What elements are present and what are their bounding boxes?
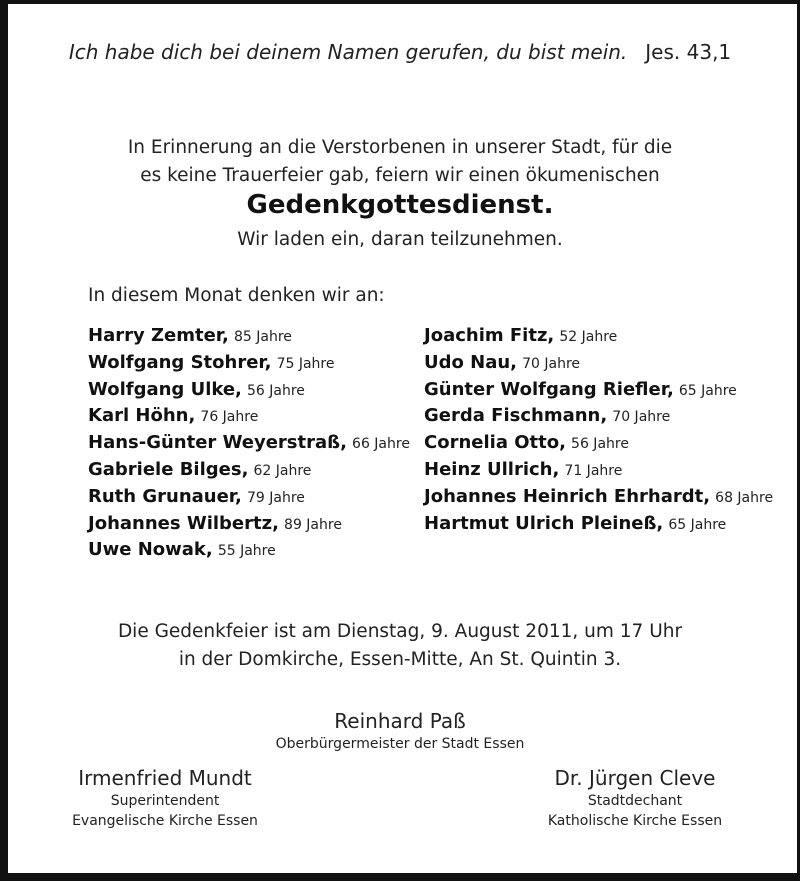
list-item <box>424 377 773 404</box>
list-item <box>88 350 410 377</box>
deceased-name: Udo Nau, <box>424 351 517 373</box>
list-item <box>424 403 773 430</box>
list-item <box>424 323 773 350</box>
headline: Gedenkgottesdienst. <box>246 190 554 220</box>
deceased-name: Karl Höhn, <box>88 405 196 427</box>
deceased-age: 62 Jahre <box>253 462 312 479</box>
deceased-name: Hartmut Ulrich Pleineß, <box>424 512 664 534</box>
deceased-name: Wolfgang Stohrer, <box>88 351 272 373</box>
deceased-list-left <box>88 323 410 564</box>
invitation-text: Wir laden ein, daran teilzunehmen. <box>237 229 563 250</box>
list-item <box>88 377 410 404</box>
deceased-age: 65 Jahre <box>678 382 737 399</box>
event-details <box>0 618 800 674</box>
list-item <box>424 484 773 511</box>
list-item <box>424 511 773 538</box>
deceased-name: Gabriele Bilges, <box>88 458 249 480</box>
intro-line-1: In Erinnerung an die Verstorbenen in unserer Stadt, für die <box>127 137 673 158</box>
list-item <box>88 511 410 538</box>
list-item <box>88 537 410 564</box>
signatory-mayor <box>200 708 600 754</box>
quote-text: Ich habe dich bei deinem Namen gerufen, du bist mein. <box>68 40 628 64</box>
deceased-list-right <box>424 323 773 537</box>
signatory-name: Dr. Jürgen Cleve <box>554 766 716 790</box>
month-intro: In diesem Monat denken wir an: <box>88 285 385 306</box>
intro-line-2: es keine Trauerfeier gab, feiern wir einen ökumenischen <box>140 165 660 186</box>
deceased-name: Uwe Nowak, <box>88 539 213 561</box>
quote-reference: Jes. 43,1 <box>645 40 732 64</box>
deceased-age: 56 Jahre <box>247 382 305 399</box>
deceased-name: Gerda Fischmann, <box>424 405 608 427</box>
intro-paragraph <box>0 134 800 190</box>
signatory-dean <box>510 765 760 831</box>
deceased-age: 52 Jahre <box>559 329 618 345</box>
signatory-title: Oberbürgermeister der Stadt Essen <box>275 736 525 752</box>
list-item <box>88 403 410 430</box>
deceased-name: Joachim Fitz, <box>424 325 555 346</box>
list-item <box>88 457 410 484</box>
event-line-2: in der Domkirche, Essen-Mitte, An St. Quintin 3. <box>178 649 622 670</box>
deceased-age: 76 Jahre <box>200 409 259 426</box>
signatory-title: Stadtdechant <box>587 793 683 809</box>
deceased-age: 65 Jahre <box>668 516 727 533</box>
deceased-name: Ruth Grunauer, <box>88 485 242 507</box>
deceased-age: 70 Jahre <box>612 409 671 426</box>
event-line-1: Die Gedenkfeier ist am Dienstag, 9. August 2011, um 17 Uhr <box>117 621 683 642</box>
deceased-name: Cornelia Otto, <box>424 432 566 454</box>
signatory-organization: Katholische Kirche Essen <box>547 813 723 829</box>
deceased-name: Johannes Heinrich Ehrhardt, <box>424 485 711 507</box>
signatory-name: Reinhard Paß <box>334 709 466 733</box>
signatory-title: Superintendent <box>110 793 220 809</box>
deceased-age: 70 Jahre <box>522 355 581 372</box>
signatory-name: Irmenfried Mundt <box>78 766 252 790</box>
deceased-age: 55 Jahre <box>217 543 276 560</box>
deceased-name: Wolfgang Ulke, <box>88 378 242 400</box>
deceased-name: Harry Zemter, <box>88 325 229 346</box>
deceased-age: 56 Jahre <box>571 436 629 453</box>
list-item <box>88 484 410 511</box>
deceased-age: 75 Jahre <box>276 355 335 372</box>
deceased-name: Johannes Wilbertz, <box>88 512 279 534</box>
deceased-age: 68 Jahre <box>715 489 774 506</box>
signatory-superintendent <box>40 765 290 831</box>
deceased-age: 85 Jahre <box>233 329 292 345</box>
signatory-organization: Evangelische Kirche Essen <box>72 813 258 829</box>
deceased-age: 89 Jahre <box>284 516 342 533</box>
deceased-age: 79 Jahre <box>246 489 305 506</box>
list-item <box>424 457 773 484</box>
list-item <box>88 323 410 350</box>
deceased-name: Heinz Ullrich, <box>424 458 560 480</box>
list-item <box>424 430 773 457</box>
list-item <box>88 430 410 457</box>
deceased-name: Günter Wolfgang Riefler, <box>424 378 674 400</box>
deceased-age: 71 Jahre <box>564 462 623 479</box>
deceased-age: 66 Jahre <box>352 436 410 453</box>
bible-quote <box>0 40 800 64</box>
list-item <box>424 350 773 377</box>
deceased-name: Hans-Günter Weyerstraß, <box>88 432 347 454</box>
